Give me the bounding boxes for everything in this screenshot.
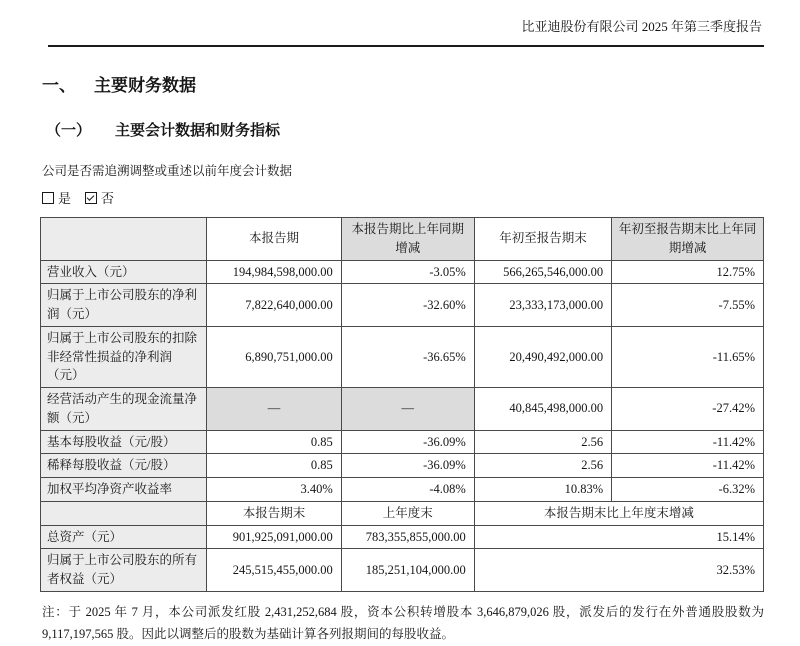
row-value: -36.65% — [341, 326, 474, 387]
row-value: 10.83% — [474, 478, 611, 502]
checkmark-icon — [87, 193, 95, 201]
row-value: 0.85 — [207, 454, 341, 478]
option-yes-label: 是 — [58, 191, 72, 206]
row-value: — — [207, 388, 341, 431]
row-value: 20,490,492,000.00 — [474, 326, 611, 387]
row-value: 32.53% — [474, 549, 763, 592]
table-row — [41, 454, 764, 478]
table-row — [41, 478, 764, 502]
row-value: -32.60% — [341, 284, 474, 327]
row-value: -11.42% — [612, 454, 764, 478]
option-no-label: 否 — [101, 191, 115, 206]
row-value: — — [341, 388, 474, 431]
row-value: -11.42% — [612, 430, 764, 454]
row-value: 12.75% — [612, 260, 764, 284]
row-value: -36.09% — [341, 454, 474, 478]
row-value: 7,822,640,000.00 — [207, 284, 341, 327]
row-value: 185,251,104,000.00 — [341, 549, 474, 592]
row-value: 2.56 — [474, 454, 611, 478]
table-row — [41, 284, 764, 327]
table-row — [41, 430, 764, 454]
subsection-number: （一） — [46, 123, 92, 139]
row-value: 40,845,498,000.00 — [474, 388, 611, 431]
table-row — [41, 326, 764, 387]
row-label: 归属于上市公司股东的净利润（元） — [41, 284, 207, 327]
row-label: 总资产（元） — [41, 525, 207, 549]
header-period-yoy-change: 本报告期比上年同期增减 — [341, 218, 474, 261]
report-title: 比亚迪股份有限公司 2025 年第三季度报告 — [521, 19, 762, 34]
section-number: 一、 — [42, 76, 76, 95]
subsection-title — [46, 119, 764, 140]
header-empty-cell — [41, 501, 207, 525]
row-label: 经营活动产生的现金流量净额（元） — [41, 388, 207, 431]
row-value: 0.85 — [207, 430, 341, 454]
section-title-text: 主要财务数据 — [94, 76, 196, 95]
header-period-end-change: 本报告期末比上年度末增减 — [474, 501, 763, 525]
row-value: 245,515,455,000.00 — [207, 549, 341, 592]
checkbox-unchecked-icon[interactable] — [42, 192, 54, 204]
balance-rows — [41, 525, 764, 591]
row-value: 783,355,855,000.00 — [341, 525, 474, 549]
table-row — [41, 549, 764, 592]
financial-table — [40, 217, 764, 592]
subsection-title-text: 主要会计数据和财务指标 — [115, 123, 281, 139]
row-value: 3.40% — [207, 478, 341, 502]
period-rows — [41, 260, 764, 501]
row-label: 稀释每股收益（元/股） — [41, 454, 207, 478]
row-label: 归属于上市公司股东的扣除非经常性损益的净利润（元） — [41, 326, 207, 387]
option-no[interactable] — [85, 188, 114, 207]
header-period-end: 本报告期末 — [207, 501, 341, 525]
row-label: 归属于上市公司股东的所有者权益（元） — [41, 549, 207, 592]
table-header-row-period — [41, 218, 764, 261]
section-title — [42, 71, 764, 96]
row-value: -11.65% — [612, 326, 764, 387]
row-value: -27.42% — [612, 388, 764, 431]
header-empty-cell — [41, 218, 207, 261]
option-yes[interactable] — [42, 188, 71, 207]
row-value: 566,265,546,000.00 — [474, 260, 611, 284]
footnote: 注：于 2025 年 7 月，本公司派发红股 2,431,252,684 股，资本公积转增股本 3,646,879,026 股，派发后的发行在外普通股股数为 9,117,197,565 股。因此以调整后的股数为基础计算各列报期间的每股收益。 — [42, 604, 764, 641]
row-value: 23,333,173,000.00 — [474, 284, 611, 327]
row-value: -6.32% — [612, 478, 764, 502]
restatement-question: 公司是否需追溯调整或重述以前年度会计数据 — [42, 164, 293, 178]
table-row — [41, 388, 764, 431]
header-ytd: 年初至报告期末 — [474, 218, 611, 261]
row-value: -36.09% — [341, 430, 474, 454]
restatement-options — [42, 188, 764, 207]
checkbox-checked-icon[interactable] — [85, 192, 97, 204]
row-value: 15.14% — [474, 525, 763, 549]
row-label: 加权平均净资产收益率 — [41, 478, 207, 502]
row-value: -7.55% — [612, 284, 764, 327]
table-row — [41, 525, 764, 549]
page-header — [48, 12, 764, 47]
row-value: 194,984,598,000.00 — [207, 260, 341, 284]
header-ytd-yoy-change: 年初至报告期末比上年同期增减 — [612, 218, 764, 261]
row-value: -3.05% — [341, 260, 474, 284]
row-label: 营业收入（元） — [41, 260, 207, 284]
header-prior-year-end: 上年度末 — [341, 501, 474, 525]
row-value: 901,925,091,000.00 — [207, 525, 341, 549]
table-header-row-balance — [41, 501, 764, 525]
row-value: 2.56 — [474, 430, 611, 454]
row-value: 6,890,751,000.00 — [207, 326, 341, 387]
header-current-period: 本报告期 — [207, 218, 341, 261]
row-value: -4.08% — [341, 478, 474, 502]
row-label: 基本每股收益（元/股） — [41, 430, 207, 454]
table-row — [41, 260, 764, 284]
